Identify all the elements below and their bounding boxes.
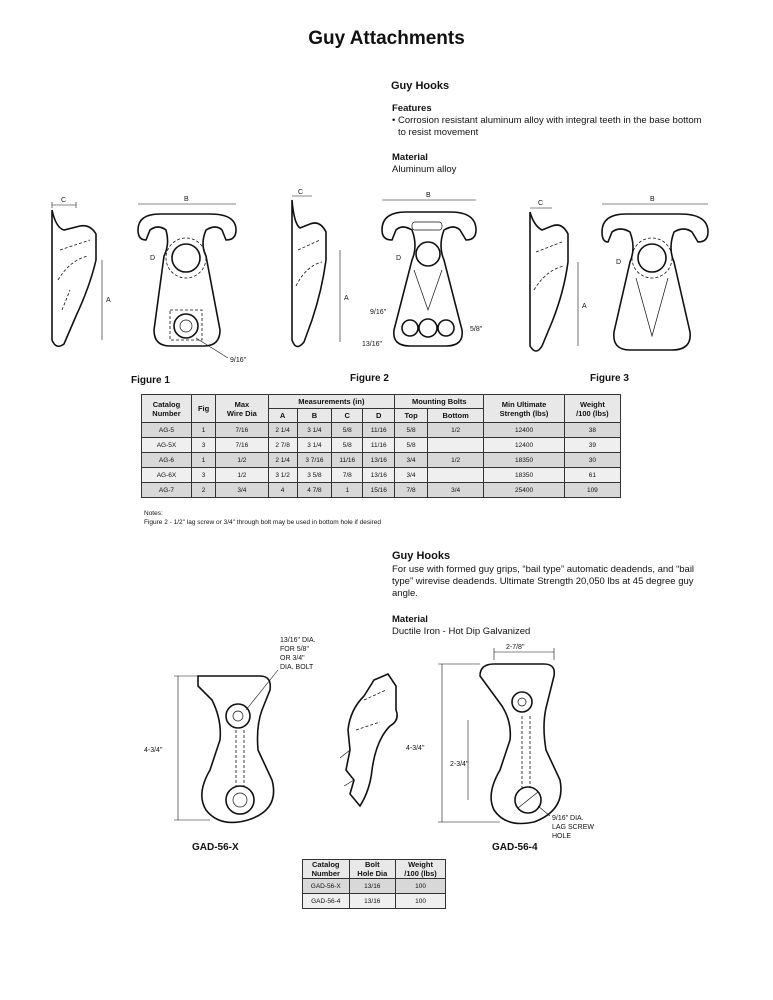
cell (427, 468, 483, 483)
cell: 1/2 (216, 453, 268, 468)
th2-catalog: Catalog Number (303, 860, 350, 879)
cell: 3 (191, 438, 215, 453)
cell: 7/16 (216, 423, 268, 438)
material2-heading: Material (392, 614, 428, 625)
material2-text: Ductile Iron - Hot Dip Galvanized (392, 626, 531, 637)
gad-side-view (340, 674, 397, 806)
gad-spec-table (302, 859, 446, 909)
cell: 13/16 (349, 894, 396, 909)
notes-label: Notes: (144, 510, 163, 517)
cell: 100 (396, 894, 446, 909)
section2-text-1: For use with formed guy grips, “bail type” automatic deadends, and “bail (392, 564, 695, 575)
cell: 4 (268, 483, 297, 498)
cell: GAD-56-4 (303, 894, 350, 909)
table-row (142, 483, 621, 498)
cell: 5/8 (395, 423, 428, 438)
th-a: A (268, 409, 297, 423)
cell: 7/8 (332, 468, 363, 483)
gad564-dim-434: 4-3/4" (406, 745, 425, 752)
th-c: C (332, 409, 363, 423)
cell: 15/16 (363, 483, 395, 498)
th2-weight: Weight /100 (lbs) (396, 860, 446, 879)
cell: GAD-56-X (303, 879, 350, 894)
dim-c-3: C (538, 200, 544, 207)
cell: 1 (191, 453, 215, 468)
table-row (142, 438, 621, 453)
th-bottom: Bottom (427, 409, 483, 423)
table-row (303, 894, 446, 909)
cell: 39 (564, 438, 620, 453)
dim-1316-2: 13/16" (362, 341, 383, 348)
features-heading: Features (392, 103, 432, 114)
table-row (142, 423, 621, 438)
table-row (303, 879, 446, 894)
dim-916-2: 9/16" (370, 309, 387, 316)
th-fig: Fig (191, 395, 215, 423)
cell: 5/8 (395, 438, 428, 453)
cell: 1 (191, 423, 215, 438)
cell: 61 (564, 468, 620, 483)
cell: 3/4 (427, 483, 483, 498)
dim-b-2: B (426, 192, 431, 199)
section2-text-3: angle. (392, 588, 418, 599)
dim-c-1: C (61, 197, 67, 204)
dim-58-2: 5/8" (470, 326, 483, 333)
gad56x-front-view (144, 637, 316, 822)
cell: 3 7/16 (297, 453, 332, 468)
cell: 38 (564, 423, 620, 438)
features-text-2: to resist movement (398, 127, 479, 138)
cell: AG-5X (142, 438, 192, 453)
gad-drawings (144, 630, 620, 840)
cell: 3/4 (395, 453, 428, 468)
callout-lag-1: 9/16" DIA. (552, 815, 584, 822)
cell: 7/8 (395, 483, 428, 498)
cell: 11/16 (363, 423, 395, 438)
features-text: • Corrosion resistant aluminum alloy with integral teeth in the base bottom (392, 115, 702, 126)
th-strength: Min Ultimate Strength (lbs) (484, 395, 564, 423)
dim-c-2: C (298, 189, 304, 196)
gad564-dim-278: 2-7/8" (506, 644, 525, 651)
cell: 3 5/8 (297, 468, 332, 483)
cell: 25400 (484, 483, 564, 498)
cell: 1/2 (427, 423, 483, 438)
cell: 12400 (484, 438, 564, 453)
figure1-label: Figure 1 (131, 375, 170, 386)
cell: 13/16 (349, 879, 396, 894)
gad564-dim-234: 2-3/4" (450, 761, 469, 768)
cell: AG-6 (142, 453, 192, 468)
th-weight: Weight /100 (lbs) (564, 395, 620, 423)
table-row (142, 468, 621, 483)
callout-bolt-2: FOR 5/8" (280, 646, 309, 653)
section2-title: Guy Hooks (392, 550, 451, 562)
th-top: Top (395, 409, 428, 423)
material1-text: Aluminum alloy (392, 164, 457, 175)
figure2-side-view (292, 189, 349, 347)
figure3-side-view (530, 200, 587, 351)
cell: 3 1/4 (297, 438, 332, 453)
cell: 3 (191, 468, 215, 483)
dim-a-3: A (582, 303, 587, 310)
cell: 1/2 (427, 453, 483, 468)
callout-lag-3: HOLE (552, 833, 572, 840)
th-mounting-bolts: Mounting Bolts (395, 395, 484, 409)
cell: 2 1/4 (268, 453, 297, 468)
cell: 3/4 (216, 483, 268, 498)
section2-text-2: type” wirevise deadends. Ultimate Strength 20,050 lbs at 45 degree guy (392, 576, 694, 587)
cell: 18350 (484, 453, 564, 468)
figure2-label: Figure 2 (350, 373, 389, 384)
callout-lag-2: LAG SCREW (552, 824, 595, 831)
table-row (142, 453, 621, 468)
cell: 2 7/8 (268, 438, 297, 453)
cell: 18350 (484, 468, 564, 483)
th-d: D (363, 409, 395, 423)
dim-b-3: B (650, 196, 655, 203)
cell: 3 1/2 (268, 468, 297, 483)
dim-d-2: D (396, 255, 402, 262)
cell: AG-7 (142, 483, 192, 498)
figure3-label: Figure 3 (590, 373, 629, 384)
cell: 13/16 (363, 468, 395, 483)
cell: AG-6X (142, 468, 192, 483)
gad564-label: GAD-56-4 (492, 842, 538, 853)
cell: 11/16 (363, 438, 395, 453)
page-title: Guy Attachments (308, 28, 465, 49)
cell: 7/16 (216, 438, 268, 453)
cell: 12400 (484, 423, 564, 438)
th-b: B (297, 409, 332, 423)
cell: 4 7/8 (297, 483, 332, 498)
cell: 5/8 (332, 438, 363, 453)
notes-text: Figure 2 - 1/2" lag screw or 3/4" through bolt may be used in bottom hole if desired (144, 519, 381, 526)
gad56x-label: GAD-56-X (192, 842, 239, 853)
dim-d-3: D (616, 259, 622, 266)
cell: 3/4 (395, 468, 428, 483)
dim-a-2: A (344, 295, 349, 302)
cell: 2 1/4 (268, 423, 297, 438)
cell: 3 1/4 (297, 423, 332, 438)
cell: 11/16 (332, 453, 363, 468)
cell: 100 (396, 879, 446, 894)
cell: 5/8 (332, 423, 363, 438)
guy-hook-spec-table (141, 394, 621, 498)
figure2-front-view (362, 192, 483, 348)
cell (427, 438, 483, 453)
th2-bolt: Bolt Hole Dia (349, 860, 396, 879)
dim-d-1: D (150, 255, 156, 262)
figure3-front-view (602, 196, 708, 350)
figure1-side-view (52, 197, 111, 346)
dim-a-1: A (106, 297, 111, 304)
cell: 2 (191, 483, 215, 498)
cell: 13/16 (363, 453, 395, 468)
gad564-front-view (406, 644, 594, 840)
dim-916-1: 9/16" (230, 357, 247, 364)
th-catalog: Catalog Number (142, 395, 192, 423)
material1-heading: Material (392, 152, 428, 163)
th-wire: Max Wire Dia (216, 395, 268, 423)
figure1-front-view (138, 196, 247, 364)
th-measurements: Measurements (in) (268, 395, 395, 409)
cell: AG-5 (142, 423, 192, 438)
gad56x-dim-434: 4-3/4" (144, 747, 163, 754)
dim-b-1: B (184, 196, 189, 203)
cell: 109 (564, 483, 620, 498)
cell: 30 (564, 453, 620, 468)
guy-hook-drawings (30, 190, 750, 375)
section1-title: Guy Hooks (391, 80, 450, 92)
cell: 1/2 (216, 468, 268, 483)
callout-bolt-3: OR 3/4" (280, 655, 305, 662)
cell: 1 (332, 483, 363, 498)
callout-bolt-1: 13/16" DIA. (280, 637, 316, 644)
callout-bolt-4: DIA. BOLT (280, 664, 314, 671)
